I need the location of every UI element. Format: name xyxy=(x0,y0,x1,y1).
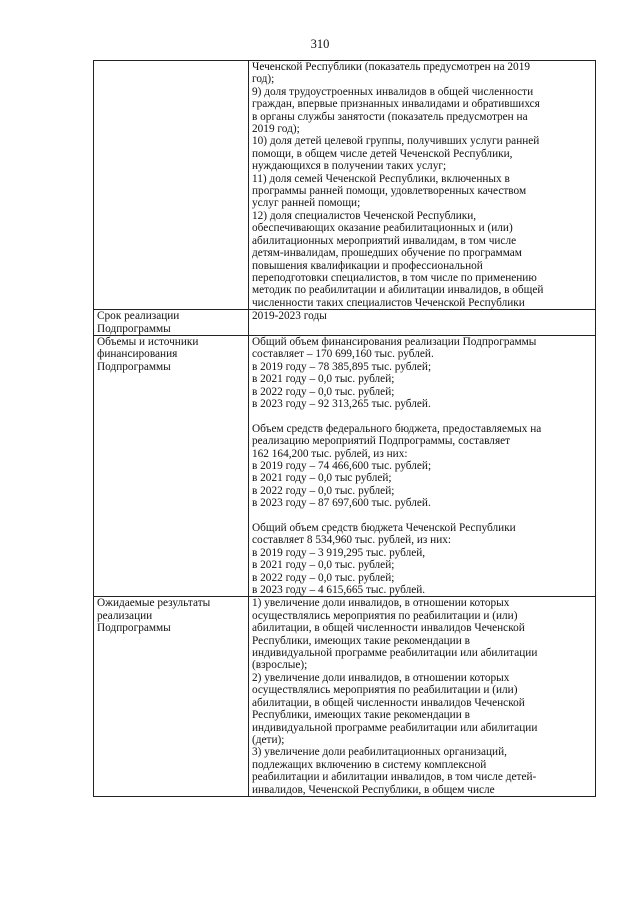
passport-table xyxy=(93,60,596,797)
content-line: методик по реабилитации и абилитации инвалидов, в общей xyxy=(252,284,544,297)
row-label-line: Подпрограммы xyxy=(97,622,171,635)
paragraph-gap xyxy=(252,510,593,522)
content-line: Чеченской Республики (показатель предусмотрен на 2019 xyxy=(252,61,530,73)
content-line: услуг ранней помощи; xyxy=(252,197,361,210)
content-line: в 2023 году – 87 697,600 тыс. рублей. xyxy=(252,497,431,510)
content-line: переподготовки специалистов, в том числе по применению xyxy=(252,271,537,284)
content-line: год); xyxy=(252,73,275,86)
content-line: в 2022 году – 0,0 тыс. рублей; xyxy=(252,385,395,398)
content-line: в 2019 году – 78 385,895 тыс. рублей; xyxy=(252,360,432,373)
row-label-cell xyxy=(94,335,249,597)
content-line: 1) увеличение доли инвалидов, в отношении которых xyxy=(252,597,510,610)
content-line: (взрослые); xyxy=(252,659,308,672)
row-label-line: Подпрограммы xyxy=(97,322,171,335)
row-label-cell xyxy=(94,597,249,797)
row-label-line: Ожидаемые результаты xyxy=(97,597,211,610)
row-content-cell xyxy=(249,61,596,310)
content-line: 11) доля семей Чеченской Республики, включенных в xyxy=(252,172,510,185)
content-line: в 2022 году – 0,0 тыс. рублей; xyxy=(252,484,395,497)
content-line: нуждающихся в получении таких услуг; xyxy=(252,160,447,173)
content-line: граждан, впервые признанных инвалидами и обратившихся xyxy=(252,98,540,111)
content-line: Общий объем средств бюджета Чеченской Республики xyxy=(252,522,516,534)
content-line: в 2023 году – 92 313,265 тыс. рублей. xyxy=(252,397,431,410)
content-line: в 2019 году – 74 466,600 тыс. рублей; xyxy=(252,459,432,472)
content-line: осуществлялись мероприятия по реабилитации и (или) xyxy=(252,609,518,622)
content-line: в 2021 году – 0,0 тыс. рублей; xyxy=(252,373,395,386)
content-line: повышения квалификации и профессиональной xyxy=(252,259,483,272)
row-label-line: Подпрограммы xyxy=(97,360,171,373)
content-line: индивидуальной программе реабилитации или абилитации xyxy=(252,647,538,660)
content-line: в 2019 году – 3 919,295 тыс. рублей, xyxy=(252,546,426,559)
content-line: в 2023 году – 4 615,665 тыс. рублей. xyxy=(252,584,426,597)
content-line: детям-инвалидам, прошедших обучение по программам xyxy=(252,247,522,260)
table-row xyxy=(94,61,596,310)
content-line: численности таких специалистов Чеченской Республики xyxy=(252,296,525,309)
content-line: 2019 год); xyxy=(252,123,300,136)
row-content-cell xyxy=(249,597,596,797)
row-content-cell xyxy=(249,310,596,336)
content-line: в 2022 году – 0,0 тыс. рублей; xyxy=(252,571,395,584)
content-line: 9) доля трудоустроенных инвалидов в общей численности xyxy=(252,85,534,98)
content-line: Объем средств федерального бюджета, предоставляемых на xyxy=(252,422,542,435)
content-line: составляет 8 534,960 тыс. рублей, из них: xyxy=(252,534,452,547)
content-line: 3) увеличение доли реабилитационных организаций, xyxy=(252,746,507,759)
paragraph-gap xyxy=(252,410,593,422)
content-line: обеспечивающих оказание реабилитационных и (или) xyxy=(252,222,513,235)
content-line: в 2021 году – 0,0 тыс рублей; xyxy=(252,472,392,485)
table-row xyxy=(94,335,596,597)
content-line: абилитации, в общей численности инвалидов Чеченской xyxy=(252,696,525,709)
content-line: инвалидов, Чеченской Республики, в общем числе xyxy=(252,783,495,796)
row-content-cell xyxy=(249,335,596,597)
page-number: 310 xyxy=(310,37,330,51)
content-line: индивидуальной программе реабилитации или абилитации xyxy=(252,721,538,734)
row-label-line: финансирования xyxy=(97,348,178,361)
content-line: абилитационных мероприятий инвалидам, в том числе xyxy=(252,234,517,247)
table-row xyxy=(94,597,596,797)
content-line: осуществлялись мероприятия по реабилитации и (или) xyxy=(252,684,518,697)
content-line: Республики, имеющих такие рекомендации в xyxy=(252,709,470,722)
row-label-cell xyxy=(94,310,249,336)
content-line: абилитации, в общей численности инвалидов Чеченской xyxy=(252,622,525,635)
content-line: 162 164,200 тыс. рублей, из них: xyxy=(252,447,408,460)
content-line: 10) доля детей целевой группы, получивших услуги ранней xyxy=(252,135,540,148)
content-line: в 2021 году – 0,0 тыс. рублей; xyxy=(252,559,395,572)
content-line: реабилитации и абилитации инвалидов, в том числе детей- xyxy=(252,771,537,784)
content-line: Общий объем финансирования реализации Подпрограммы xyxy=(252,335,537,348)
content-line: помощи, в общем числе детей Чеченской Республики, xyxy=(252,147,513,160)
content-line: подлежащих включению в систему комплексной xyxy=(252,758,487,771)
content-line: 12) доля специалистов Чеченской Республики, xyxy=(252,209,477,222)
content-line: реализацию мероприятий Подпрограммы, составляет xyxy=(252,435,511,448)
content-line: программы ранней помощи, удовлетворенных качеством xyxy=(252,185,527,198)
row-label-line: реализации xyxy=(97,609,153,622)
content-line: (дети); xyxy=(252,733,285,746)
table-row xyxy=(94,310,596,336)
content-line: в органы службы занятости (показатель предусмотрен на xyxy=(252,110,528,123)
content-line: 2019-2023 годы xyxy=(252,310,327,323)
row-label-line: Срок реализации xyxy=(97,310,180,323)
row-label-cell xyxy=(94,61,249,310)
content-line: Республики, имеющих такие рекомендации в xyxy=(252,634,470,647)
content-line: 2) увеличение доли инвалидов, в отношении которых xyxy=(252,671,510,684)
content-line: составляет – 170 699,160 тыс. рублей. xyxy=(252,348,434,361)
row-label-line: Объемы и источники xyxy=(97,335,199,348)
